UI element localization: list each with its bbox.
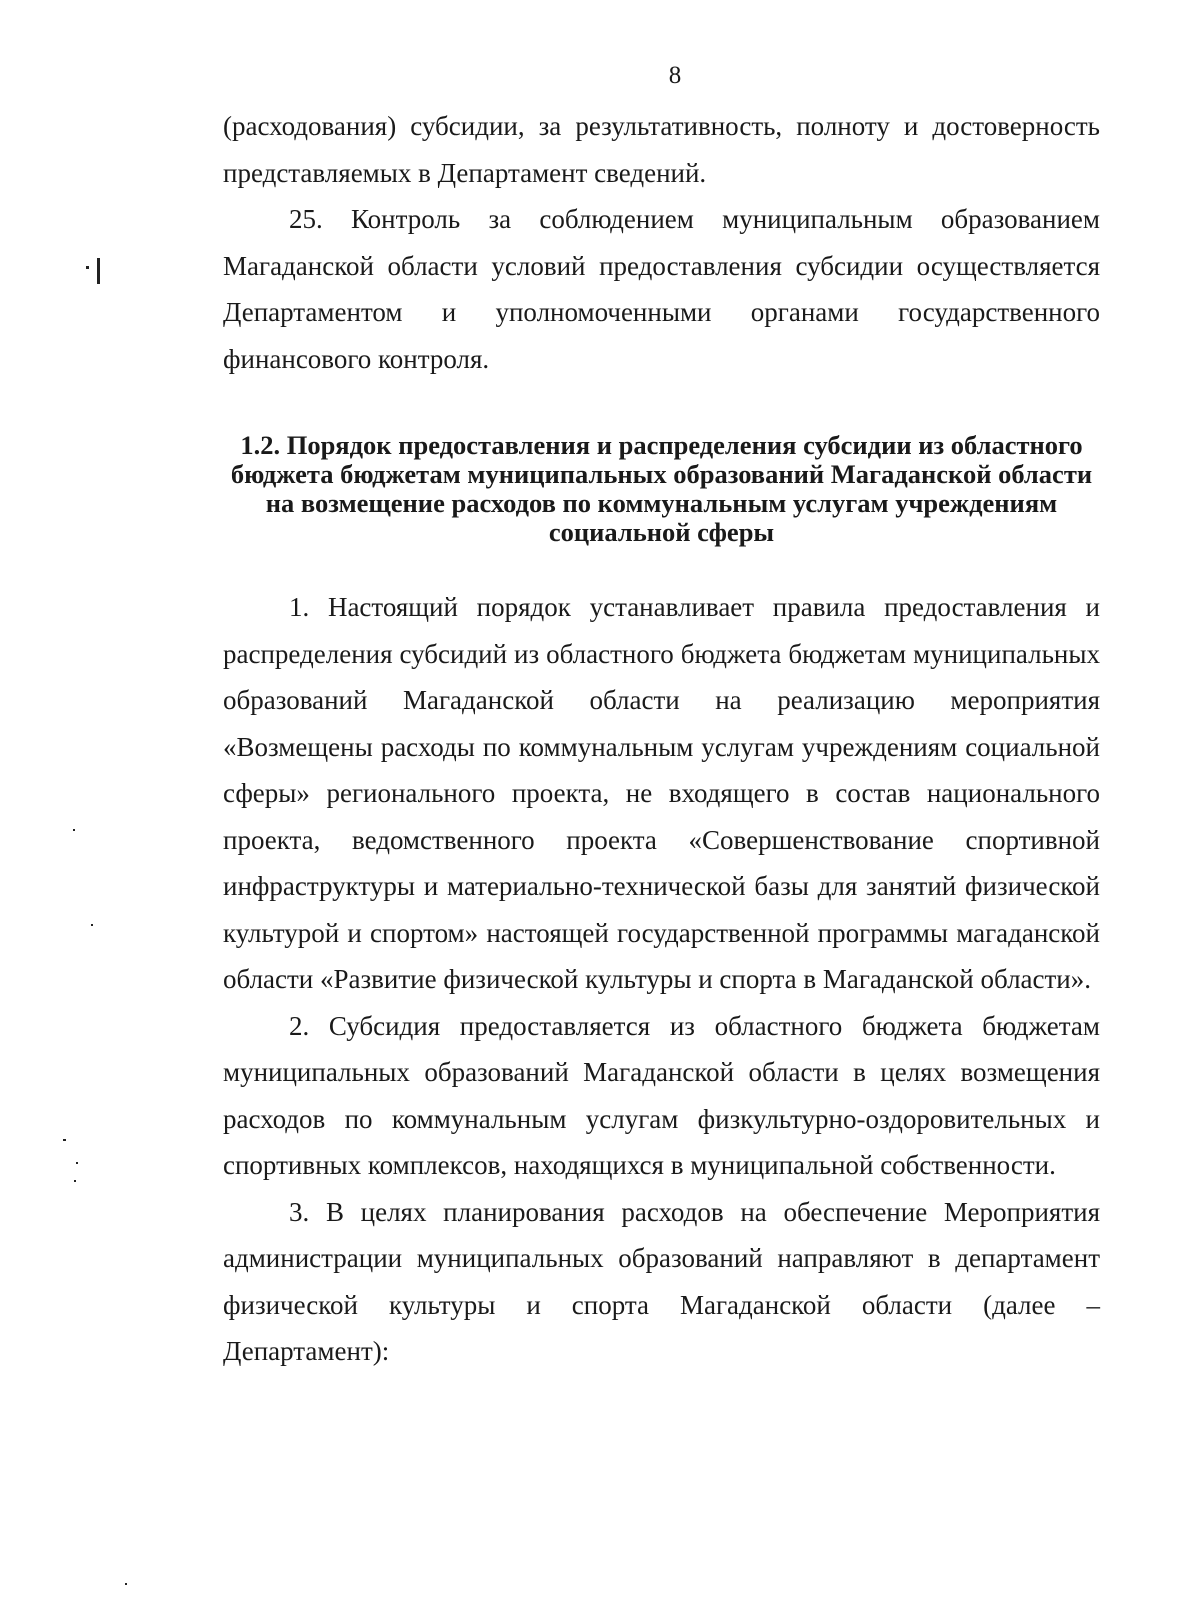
continuation-paragraph: (расходования) субсидии, за результативность, полноту и достоверность представляемых в Департамент сведений.: [223, 111, 1100, 188]
scan-mark: [73, 829, 75, 831]
section-item-1: 1. Настоящий порядок устанавливает правила предоставления и распределения субсидий из областного бюджета бюджетам муниципальных образований Магаданской области на реализацию мероприятия «Возмещены расходы по коммунальным услугам учреждениям социальной сферы» регионального проекта, не входящего в состав национального проекта, ведомственного проекта «Совершенствование спортивной инфраструктуры и материально-технической базы для занятий физической культурой и спортом» настоящей государственной программы магаданской области «Развитие физической культуры и спорта в Магаданской области».: [223, 592, 1100, 994]
section-item-3: 3. В целях планирования расходов на обеспечение Мероприятия администрации муниципальных образований направляют в департамент физической культуры и спорта Магаданской области (далее – Департамент):: [223, 1196, 1100, 1366]
section-body: [223, 584, 1100, 1375]
scan-mark: [63, 1139, 66, 1141]
scan-mark: [74, 1180, 76, 1182]
scan-mark: [86, 266, 89, 269]
item-25-paragraph: 25. Контроль за соблюдением муниципальным образованием Магаданской области условий предоставления субсидии осуществляется Департаментом и уполномоченными органами государственного финансового контроля.: [223, 204, 1100, 374]
section-item-2: 2. Субсидия предоставляется из областного бюджета бюджетам муниципальных образований Магаданской области в целях возмещения расходов по коммунальным услугам физкультурно-оздоровительных и спортивных комплексов, находящихся в муниципальной собственности.: [223, 1010, 1100, 1180]
scan-mark: [97, 258, 100, 284]
page-number: 8: [668, 62, 682, 89]
scan-mark: [125, 1583, 127, 1585]
section-heading: 1.2. Порядок предоставления и распределения субсидии из областного бюджета бюджетам муниципальных образований Магаданской области на возмещение расходов по коммунальным услугам учреждениям социальной сферы: [230, 430, 1093, 547]
scan-mark: [91, 924, 93, 926]
scan-mark: [76, 1162, 78, 1164]
intro-block: [223, 103, 1100, 382]
